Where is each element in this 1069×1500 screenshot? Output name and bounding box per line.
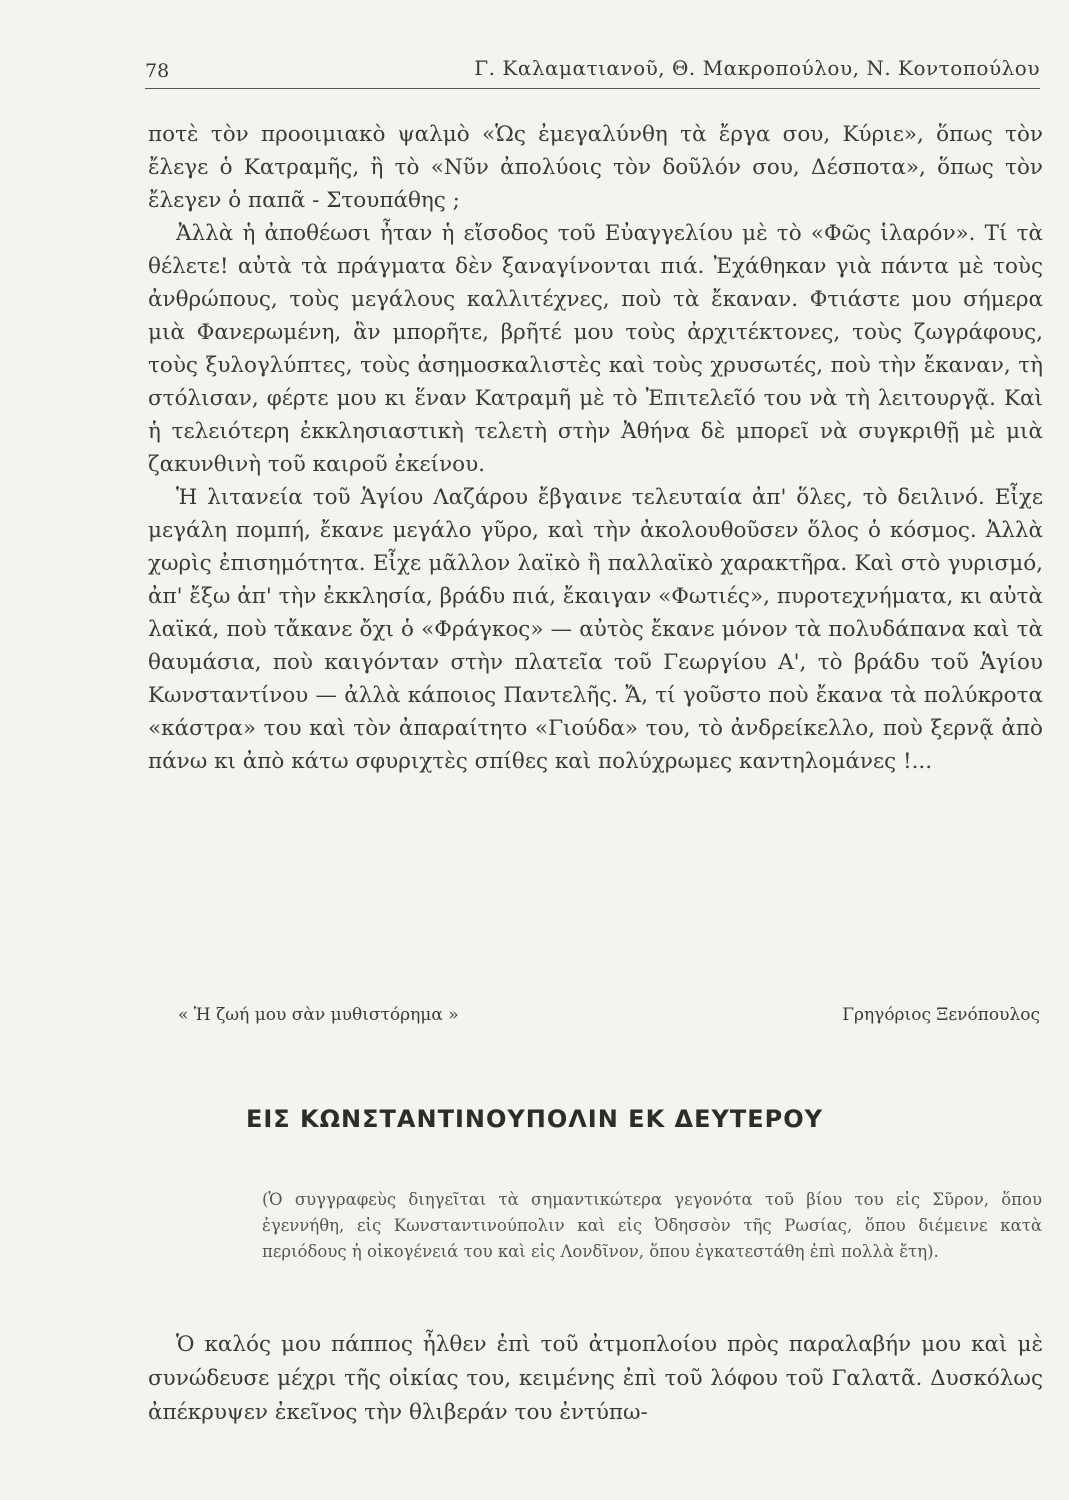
source-citation [178, 1005, 1040, 1025]
paragraph: Ἀλλὰ ἡ ἀποθέωσι ἦταν ἡ εἴσοδος τοῦ Εὐαγγελίου μὲ τὸ «Φῶς ἱλαρόν». Τί τὰ θέλετε! αὐτὰ τὰ πράγματα δὲν ξαναγίνονται πιά. Ἐχάθηκαν γιὰ πάντα μὲ τοὺς ἀνθρώπους, τοὺς μεγάλους καλλιτέχνες, ποὺ τὰ ἔκαναν. Φτιάστε μου σήμερα μιὰ Φανερωμένη, ἂν μπορῆτε, βρῆτέ μου τοὺς ἀρχιτέκτονες, τοὺς ζωγράφους, τοὺς ξυλογλύπτες, τοὺς ἀσημοσκαλιστὲς καὶ τοὺς χρυσωτές, ποὺ τὴν ἔκαναν, τὴ στόλισαν, φέρτε μου κι ἕναν Κατραμῆ μὲ τὸ Ἐπιτελεῖό του νὰ τὴ λειτουργᾷ. Καὶ ἡ τελειότερη ἐκκλησιαστικὴ τελετὴ στὴν Ἀθήνα δὲ μπορεῖ νὰ συγκριθῇ μὲ μιὰ ζακυνθινὴ τοῦ καιροῦ ἐκείνου. [148, 221, 1043, 477]
editor-note: (Ὁ συγγραφεὺς διηγεῖται τὰ σημαντικώτερα γεγονότα τοῦ βίου του εἰς Σῦρον, ὅπου ἐγεννήθη, εἰς Κωνσταντινούπολιν καὶ εἰς Ὀδησσὸν τῆς Ρωσίας, ὅπου διέμεινε κατὰ περιόδους ἡ οἰκογένειά του καὶ εἰς Λονδῖνον, ὅπου ἐγκατεστάθη ἐπὶ πολλὰ ἔτη). [262, 1190, 1042, 1261]
page-number: 78 [145, 60, 170, 82]
source-author: Γρηγόριος Ξενόπουλος [842, 1005, 1040, 1025]
running-head: Γ. Καλαματιανοῦ, Θ. Μακροπούλου, Ν. Κοντοπούλου [474, 56, 1040, 80]
paragraph: Ὁ καλός μου πάππος ἦλθεν ἐπὶ τοῦ ἀτμοπλοίου πρὸς παραλαβήν μου καὶ μὲ συνώδευσε μέχρι τῆς οἰκίας του, κειμένης ἐπὶ τοῦ λόφου τοῦ Γαλατᾶ. Δυσκόλως ἀπέκρυψεν ἐκεῖνος τὴν θλιβεράν του ἐντύπω- [148, 1332, 1043, 1425]
page-header [145, 52, 1040, 89]
section-title: ΕΙΣ ΚΩΝΣΤΑΝΤΙΝΟΥΠΟΛΙΝ ΕΚ ΔΕΥΤΕΡΟΥ [245, 1105, 824, 1133]
main-text [148, 118, 1043, 778]
source-work: « Ἡ ζωή μου σὰν μυθιστόρημα » [178, 1005, 459, 1025]
paragraph: Ἡ λιτανεία τοῦ Ἁγίου Λαζάρου ἔβγαινε τελευταία ἀπ' ὅλες, τὸ δειλινό. Εἶχε μεγάλη πομπή, ἔκανε μεγάλο γῦρο, καὶ τὴν ἀκολουθοῦσεν ὅλος ὁ κόσμος. Ἀλλὰ χωρὶς ἐπισημότητα. Εἶχε μᾶλλον λαϊκὸ ἢ παλλαϊκὸ χαρακτῆρα. Καὶ στὸ γυρισμό, ἀπ' ἔξω ἀπ' τὴν ἐκκλησία, βράδυ πιά, ἔκαιγαν «Φωτιές», πυροτεχνήματα, κι αὐτὰ λαϊκά, ποὺ τἄκανε ὄχι ὁ «Φράγκος» — αὐτὸς ἔκανε μόνον τὰ πολυδάπανα καὶ τὰ θαυμάσια, ποὺ καιγόνταν στὴν πλατεῖα τοῦ Γεωργίου Α', τὸ βράδυ τοῦ Ἁγίου Κωνσταντίνου — ἀλλὰ κάποιος Παντελῆς. Ἄ, τί γοῦστο ποὺ ἔκανα τὰ πολύκροτα «κάστρα» του καὶ τὸν ἀπαραίτητο «Γιούδα» του, τὸ ἀνδρείκελλο, ποὺ ξερνᾷ ἀπὸ πάνω κι ἀπὸ κάτω σφυριχτὲς σπίθες καὶ πολύχρωμες καντηλομάνες !... [148, 485, 1043, 774]
section-paragraph [148, 1328, 1043, 1430]
paragraph: ποτὲ τὸν προοιμιακὸ ψαλμὸ «Ὡς ἐμεγαλύνθη τὰ ἔργα σου, Κύριε», ὅπως τὸν ἔλεγε ὁ Κατραμῆς, ἢ τὸ «Νῦν ἀπολύοις τὸν δοῦλόν σου, Δέσποτα», ὅπως τὸν ἔλεγεν ὁ παπᾶ - Στουπάθης ; [148, 122, 1043, 213]
